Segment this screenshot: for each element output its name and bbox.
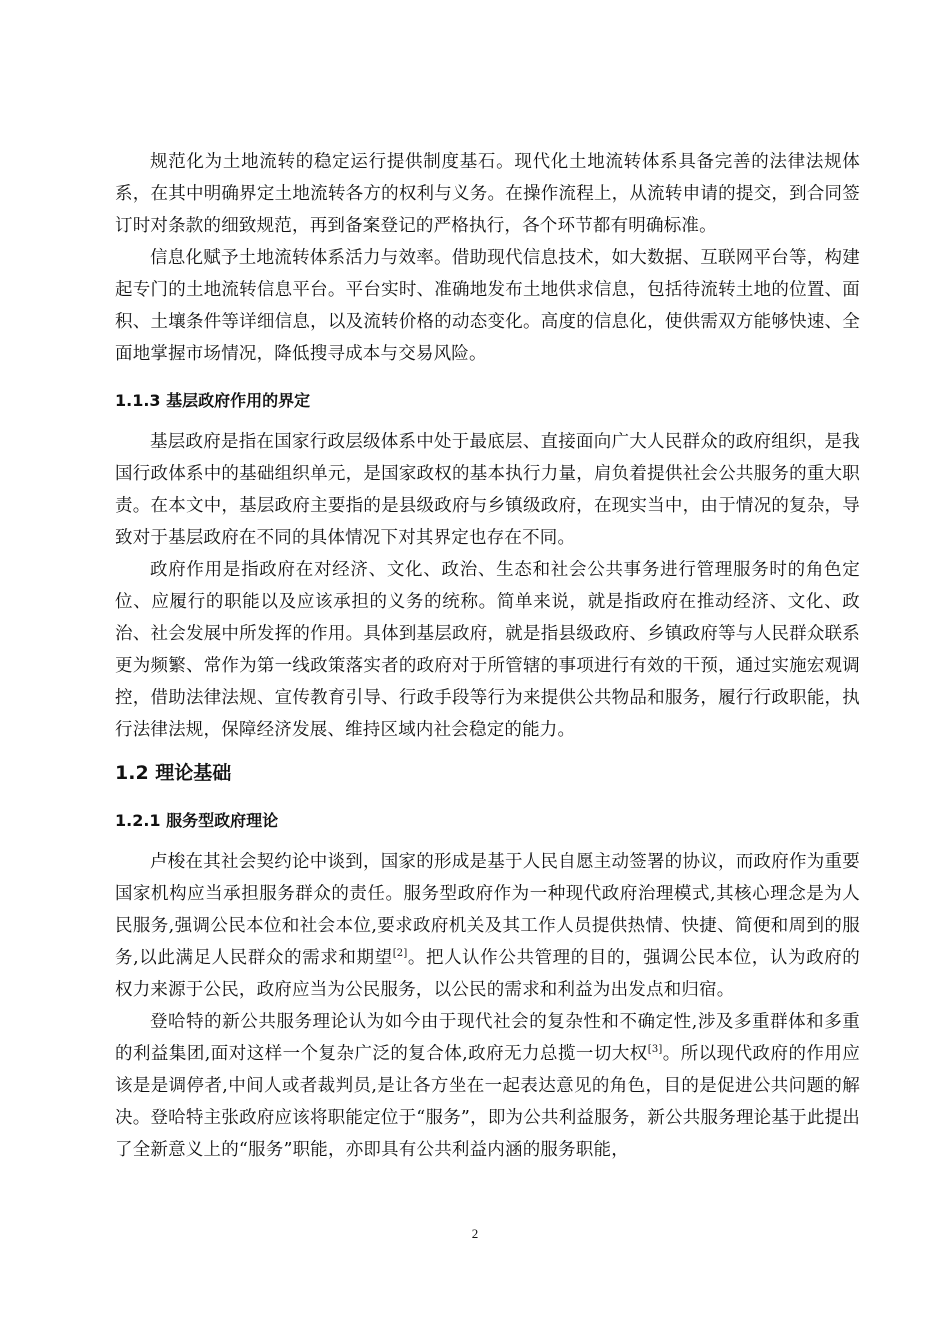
paragraph-standardization: 规范化为土地流转的稳定运行提供制度基石。现代化土地流转体系具备完善的法律法规体系，在其中明确界定土地流转各方的权利与义务。在操作流程上，从流转申请的提交，到合同签订时对条款的细致规范，再到备案登记的严格执行，各个环节都有明确标准。 — [115, 152, 860, 236]
paragraph-denhardt-text-a: 登哈特的新公共服务理论认为如今由于现代社会的复杂性和不确定性,涉及多重群体和多重的利益集团,面对这样一个复杂广泛的复合体,政府无力总揽一切大权 — [115, 1012, 860, 1064]
heading-1-1-3: 1.1.3 基层政府作用的界定 — [115, 391, 311, 410]
paragraph-denhardt-text-b: 。所以现代政府的作用应该是是调停者,中间人或者裁判员,是让各方坐在一起表达意见的角色，目的是促进公共问题的解决。登哈特主张政府应该将职能定位于“服务”，即为公共利益服务，新公共服务理论基于此提出了全新意义上的“服务”职能，亦即具有公共利益内涵的服务职能， — [115, 1044, 861, 1160]
heading-1-2: 1.2 理论基础 — [115, 762, 232, 784]
document-body — [115, 146, 860, 1166]
paragraph-government-role: 政府作用是指政府在对经济、文化、政治、生态和社会公共事务进行管理服务时的角色定位、应履行的职能以及应该承担的义务的统称。简单来说，就是指政府在推动经济、文化、政治、社会发展中所发挥的作用。具体到基层政府，就是指县级政府、乡镇政府等与人民群众联系更为频繁、常作为第一线政策落实者的政府对于所管辖的事项进行有效的干预，通过实施宏观调控，借助法律法规、宣传教育引导、行政手段等行为来提供公共物品和服务，履行行政职能，执行法律法规，保障经济发展、维持区域内社会稳定的能力。 — [115, 560, 860, 740]
citation-2: [2] — [392, 948, 408, 960]
heading-1-2-1: 1.2.1 服务型政府理论 — [115, 811, 279, 830]
citation-3: [3] — [647, 1044, 663, 1056]
paragraph-grassroots-government: 基层政府是指在国家行政层级体系中处于最底层、直接面向广大人民群众的政府组织，是我国行政体系中的基础组织单元，是国家政权的基本执行力量，肩负着提供社会公共服务的重大职责。在本文中，基层政府主要指的是县级政府与乡镇级政府，在现实当中，由于情况的复杂，导致对于基层政府在不同的具体情况下对其界定也存在不同。 — [115, 432, 860, 548]
paragraph-denhardt — [115, 1006, 860, 1166]
paragraph-rousseau — [115, 846, 860, 1006]
paragraph-rousseau-text-a: 卢梭在其社会契约论中谈到，国家的形成是基于人民自愿主动签署的协议，而政府作为重要国家机构应当承担服务群众的责任。服务型政府作为一种现代政府治理模式,其核心理念是为人民服务,强调公民本位和社会本位,要求政府机关及其工作人员提供热情、快捷、简便和周到的服务,以此满足人民群众的需求和期望 — [115, 852, 860, 968]
paragraph-informatization: 信息化赋予土地流转体系活力与效率。借助现代信息技术，如大数据、互联网平台等，构建起专门的土地流转信息平台。平台实时、准确地发布土地供求信息，包括待流转土地的位置、面积、土壤条件等详细信息，以及流转价格的动态变化。高度的信息化，使供需双方能够快速、全面地掌握市场情况，降低搜寻成本与交易风险。 — [115, 248, 860, 364]
page-number: 2 — [471, 1226, 479, 1241]
paragraph-rousseau-text-b: 。把人认作公共管理的目的，强调公民本位，认为政府的权力来源于公民，政府应当为公民服务，以公民的需求和利益为出发点和归宿。 — [115, 948, 861, 1000]
